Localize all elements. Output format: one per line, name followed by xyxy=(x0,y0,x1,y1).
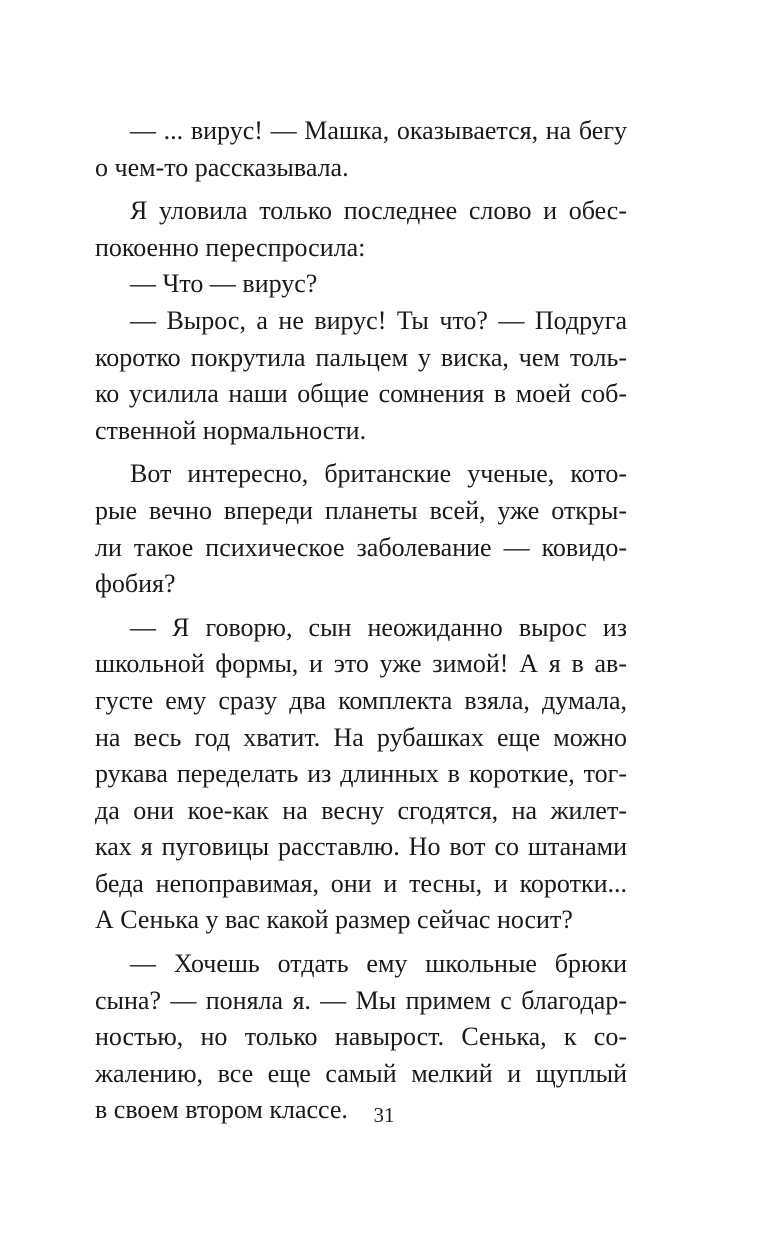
paragraph xyxy=(95,266,627,303)
text-line: — Вырос, а не вирус! Ты что? — Подруга xyxy=(130,305,627,335)
paragraph xyxy=(95,946,627,1129)
text-line: жалению, все еще самый мелкий и щуплый xyxy=(95,1058,627,1088)
text-line: о чем-то рассказывала. xyxy=(95,152,349,182)
text-line: на весь год хватит. На рубашках еще можно xyxy=(95,722,627,752)
text-line: — Я говорю, сын неожиданно вырос из xyxy=(130,612,627,642)
text-line: беда непоправимая, они и тесны, и коротки... xyxy=(95,868,627,898)
text-line: школьной формы, и это уже зимой! А я в ав- xyxy=(95,649,627,679)
text-line: фобия? xyxy=(95,569,176,599)
text-line: — Хочешь отдать ему школьные брюки xyxy=(130,949,627,979)
text-line: А Сенька у вас какой размер сейчас носит? xyxy=(95,905,573,935)
text-line: ко усилила наши общие сомнения в моей соб- xyxy=(95,379,627,409)
text-line: — ... вирус! — Машка, оказывается, на бегу xyxy=(130,116,627,145)
text-line: да они кое-как на весну сгодятся, на жилет- xyxy=(95,795,627,825)
text-line: в своем втором классе. xyxy=(95,1095,348,1125)
text-line: Я уловила только последнее слово и обес- xyxy=(130,196,627,226)
text-line: рукава переделать из длинных в короткие, тог- xyxy=(95,759,627,789)
text-line: — Что — вирус? xyxy=(130,269,318,299)
paragraph xyxy=(95,610,627,939)
text-line: коротко покрутила пальцем у виска, чем толь- xyxy=(95,342,627,372)
paragraph xyxy=(95,193,627,266)
text-line: Вот интересно, британские ученые, кото- xyxy=(130,459,627,489)
text-line: ственной нормальности. xyxy=(95,415,367,445)
paragraph xyxy=(95,303,627,449)
text-line: ли такое психическое заболевание — ковидо- xyxy=(95,532,627,562)
paragraph xyxy=(95,456,627,602)
text-line: ностью, но только навырост. Сенька, к со- xyxy=(95,1022,627,1052)
text-line: покоенно переспросила: xyxy=(95,232,366,262)
text-line: ках я пуговицы расставлю. Но вот со штанами xyxy=(95,832,627,862)
text-line: густе ему сразу два комплекта взяла, думала, xyxy=(95,685,627,715)
paragraph xyxy=(95,113,627,186)
page-number: 31 xyxy=(373,1103,395,1127)
body-text xyxy=(95,113,627,1129)
text-line: сына? — поняла я. — Мы примем с благодар- xyxy=(95,985,627,1015)
text-line: рые вечно впереди планеты всей, уже откры- xyxy=(95,495,627,525)
